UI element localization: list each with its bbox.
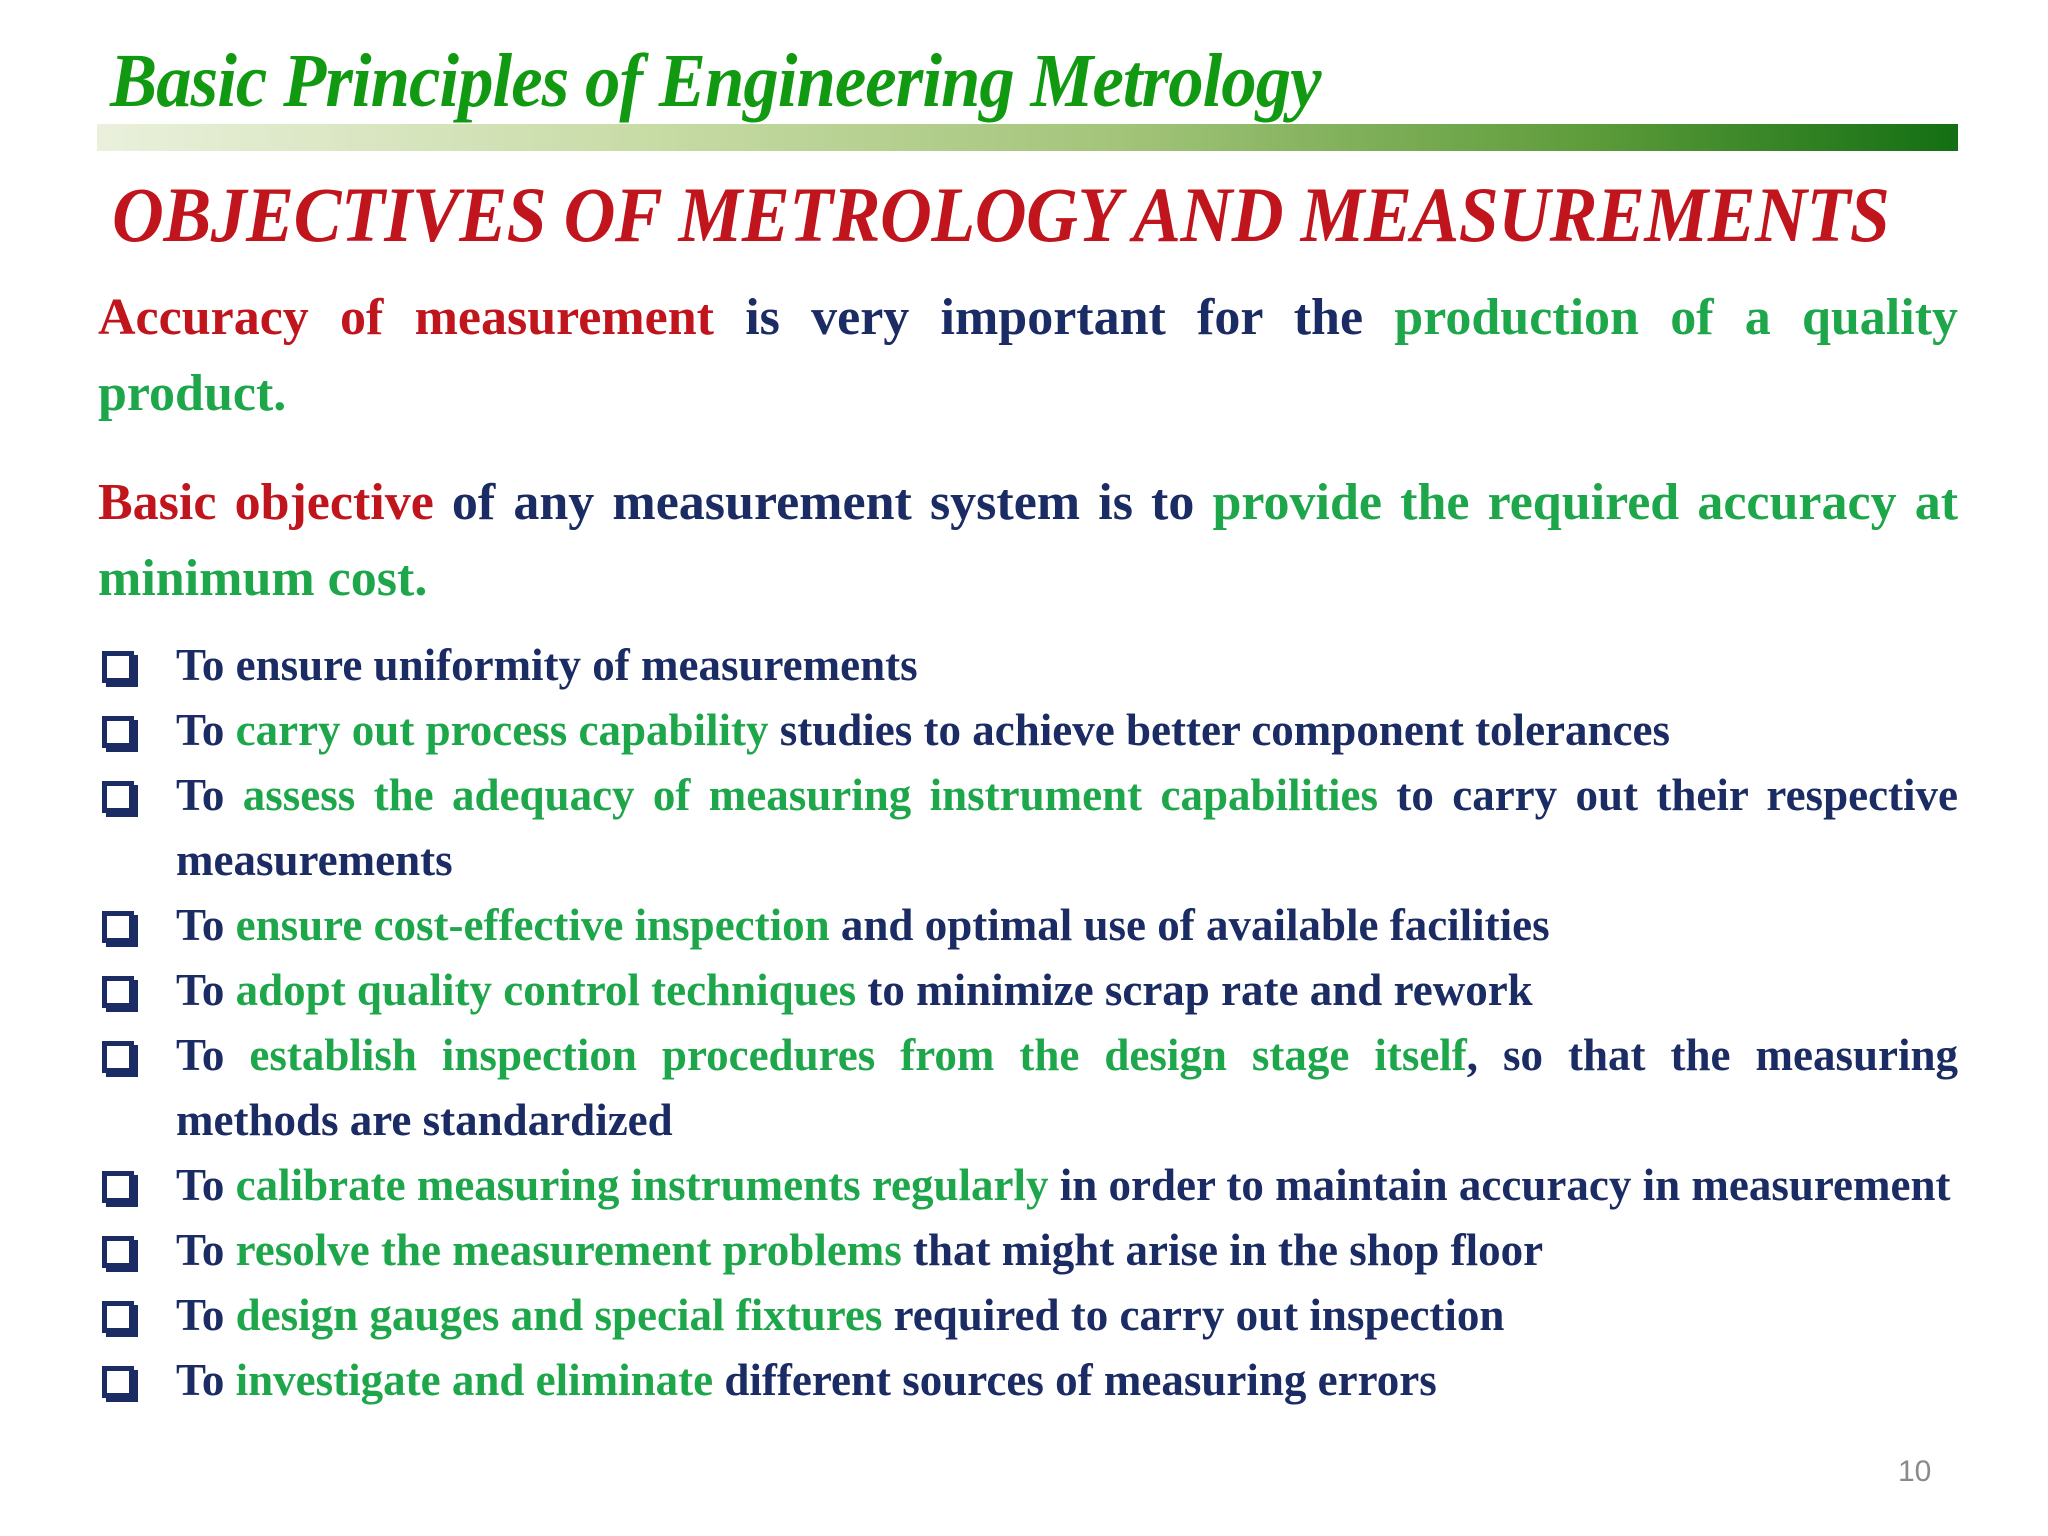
list-item-highlight: design gauges and special fixtures [235,1290,883,1340]
paragraph-accuracy-key: Accuracy of measurement [98,289,714,346]
list-item-highlight: resolve the measurement problems [235,1225,902,1275]
list-item [98,1153,1958,1218]
list-item-highlight: establish inspection procedures from the design stage itself [249,1030,1467,1080]
checkbox-bullet-icon [102,1366,134,1398]
list-item-rest: required to carry out inspection [882,1290,1505,1340]
page-number: 10 [1898,1455,1932,1488]
list-item-lead: To [176,1225,236,1275]
list-item-highlight: adopt quality control techniques [235,965,857,1015]
list-item-highlight: calibrate measuring instruments regularly [235,1160,1049,1210]
list-item-highlight: investigate and eliminate [235,1355,714,1405]
list-item [98,1023,1958,1153]
list-item-rest: , so that the measuring methods are standardized [176,1030,1958,1145]
paragraph-objective-text: of any measurement system is to [433,474,1213,531]
checkbox-bullet-icon [102,781,134,813]
paragraph-objective [98,465,1958,617]
list-item [98,1218,1958,1283]
list-item-highlight: ensure cost-effective inspection [235,900,830,950]
paragraph-accuracy-highlight: production of a quality product. [98,289,1959,422]
list-item-rest: to carry out their respective measurements [176,770,1959,885]
list-item-lead: To [176,1290,236,1340]
checkbox-bullet-icon [102,1171,134,1203]
list-item-rest: studies to achieve better component tolerances [768,705,1670,755]
list-item [98,763,1958,893]
list-item-lead: To [176,965,236,1015]
paragraph-objective-highlight: provide the required accuracy at minimum cost. [98,474,1959,607]
list-item-rest: to minimize scrap rate and rework [856,965,1533,1015]
list-item-lead: To ensure uniformity of measurements [176,640,918,690]
list-item [98,1283,1958,1348]
list-item-lead: To [176,1355,236,1405]
list-item [98,893,1958,958]
list-item [98,958,1958,1023]
checkbox-bullet-icon [102,651,134,683]
list-item-lead: To [176,1030,250,1080]
paragraph-accuracy-text: is very important for the [713,289,1395,346]
checkbox-bullet-icon [102,1041,134,1073]
list-item-lead: To [176,900,236,950]
slide-heading: OBJECTIVES OF METROLOGY AND MEASUREMENTS [112,171,1890,258]
checkbox-bullet-icon [102,1301,134,1333]
list-item-highlight: carry out process capability [235,705,769,755]
list-item-lead: To [176,770,243,820]
paragraph-accuracy [98,280,1958,432]
list-item [98,698,1958,763]
list-item-lead: To [176,1160,236,1210]
checkbox-bullet-icon [102,1236,134,1268]
list-item [98,633,1958,698]
checkbox-bullet-icon [102,976,134,1008]
list-item-lead: To [176,705,236,755]
list-item [98,1348,1958,1413]
paragraph-objective-key: Basic objective [98,474,434,531]
list-item-highlight: assess the adequacy of measuring instrument capabilities [242,770,1379,820]
header-gradient-bar [97,124,1958,151]
checkbox-bullet-icon [102,716,134,748]
checkbox-bullet-icon [102,911,134,943]
list-item-rest: and optimal use of available facilities [829,900,1550,950]
slide-header-title: Basic Principles of Engineering Metrology [110,39,1321,123]
list-item-rest: that might arise in the shop floor [901,1225,1544,1275]
list-item-rest: in order to maintain accuracy in measurement [1048,1160,1951,1210]
objectives-list [98,633,1958,1413]
list-item-rest: different sources of measuring errors [713,1355,1437,1405]
